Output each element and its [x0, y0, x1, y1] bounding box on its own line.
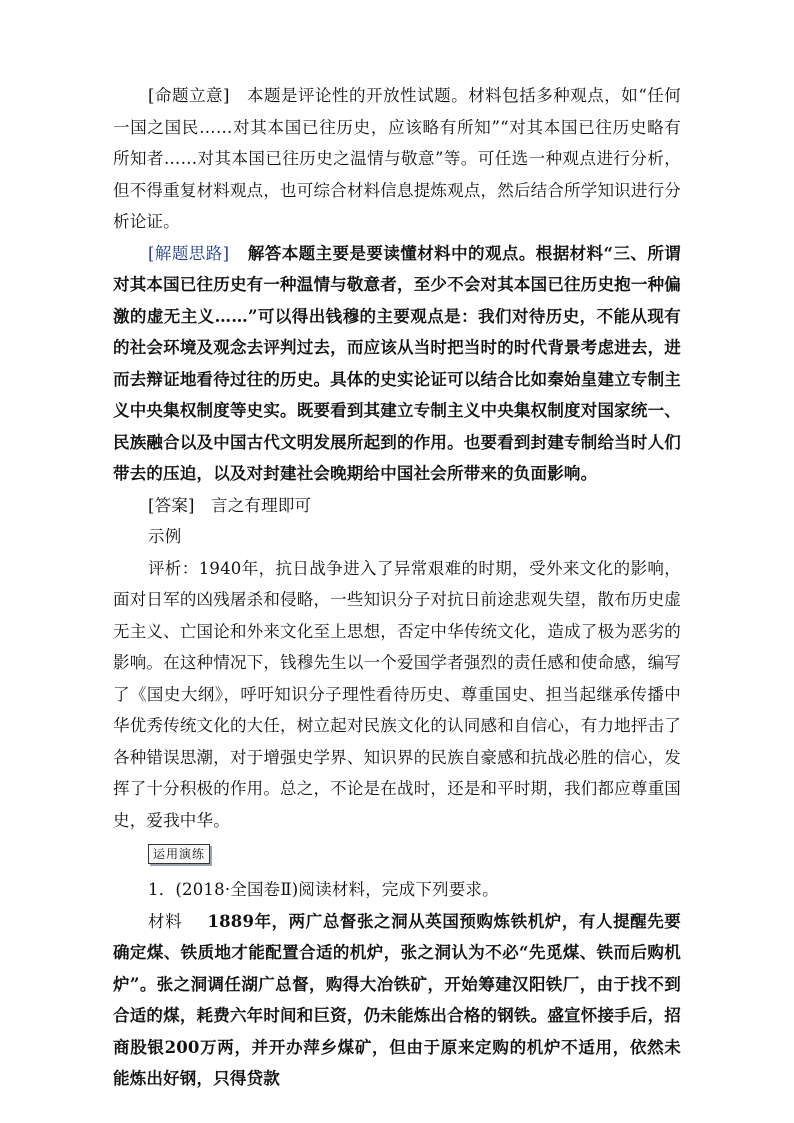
answer-line	[113, 490, 681, 522]
section-text: 本题是评论性的开放性试题。材料包括多种观点，如“任何一国之国民……对其本国已往历史，应该略有所知”“对其本国已往历史略有所知者……对其本国已往历史之温情与敬意”等。可任选一种观点进行分析，但不得重复材料观点，也可综合材料信息提炼观点，然后结合所学知识进行分析论证。	[113, 86, 681, 231]
material-paragraph	[113, 906, 681, 1095]
section-mingti-liyi	[113, 80, 681, 238]
answer-label: [答案]	[148, 495, 195, 515]
material-text: 1889年，两广总督张之洞从英国预购炼铁机炉，有人提醒先要确定煤、铁质地才能配置合适的机炉，张之洞认为不必“先觅煤、铁而后购机炉”。张之洞调任湖广总督，购得大冶铁矿，开始筹建汉阳铁厂，由于找不到合适的煤，耗费六年时间和巨资，仍未能炼出合格的钢铁。盛宣怀接手后，招商股银200万两，并开办萍乡煤矿，但由于原来定购的机炉不适用，依然未能炼出好钢，只得贷款	[113, 911, 681, 1088]
answer-text: 言之有理即可	[211, 495, 312, 515]
material-label: 材料	[148, 911, 183, 931]
question-1: 1．(2018·全国卷Ⅱ)阅读材料，完成下列要求。	[148, 880, 499, 899]
section-label: [命题立意]	[148, 86, 230, 105]
section-label: [解题思路]	[148, 243, 230, 263]
example-label: 示例	[148, 527, 182, 546]
section-text: 解答本题主要是要读懂材料中的观点。根据材料“三、所谓对其本国已往历史有一种温情与敬意者，至少不会对其本国已往历史抱一种偏激的虚无主义……”可以得出钱穆的主要观点是：我们对待历史，不能从现有的社会环境及观念去评判过去，而应该从当时把当时的时代背景考虑进去，进而去辩证地看待过往的历史。具体的史实论证可以结合比如秦始皇建立专制主义中央集权制度等史实。既要看到其建立专制主义中央集权制度对国家统一、民族融合以及中国古代文明发展所起到的作用。也要看到封建专制给当时人们带去的压迫，以及对封建社会晚期给中国社会所带来的负面影响。	[113, 243, 682, 483]
section-jieti-silu	[113, 238, 681, 490]
practice-box-label: 运用演练	[148, 844, 210, 864]
practice-box-wrap	[113, 836, 681, 874]
example-text: 评析：1940年，抗日战争进入了异常艰难的时期，受外来文化的影响，面对日军的凶残屠杀和侵略，一些知识分子对抗日前途悲观失望，散布历史虚无主义、亡国论和外来文化至上思想，否定中华传统文化，造成了极为恶劣的影响。在这种情况下，钱穆先生以一个爱国学者强烈的责任感和使命感，编写了《国史大纲》，呼吁知识分子理性看待历史、尊重国史、担当起继承传播中华优秀传统文化的大任，树立起对民族文化的认同感和自信心，有力地抨击了各种错误思潮，对于增强史学界、知识界的民族自豪感和抗战必胜的信心，发挥了十分积极的作用。总之，不论是在战时，还是和平时期，我们都应尊重国史，爱我中华。	[113, 558, 681, 830]
document-page	[113, 80, 681, 1095]
